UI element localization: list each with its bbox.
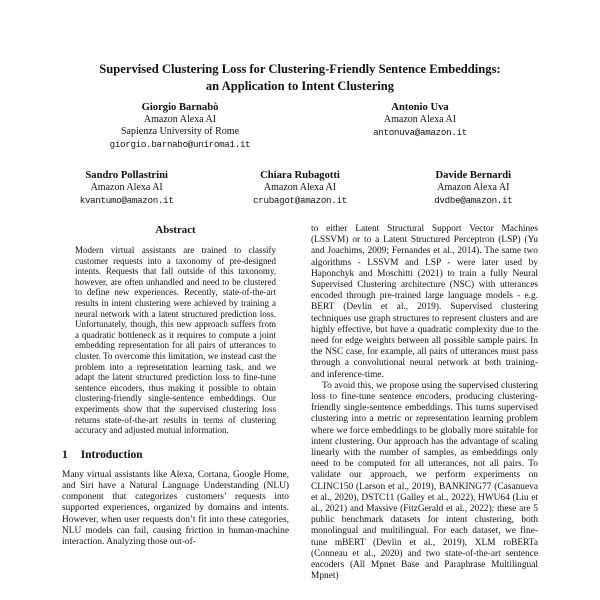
author-block-antonio-uva <box>300 101 540 151</box>
two-column-body <box>62 224 538 583</box>
author-block-giorgio-barnabo <box>60 101 300 151</box>
author-affiliation: Amazon Alexa AI <box>263 182 337 193</box>
author-email: antonuva@amazon.it <box>373 127 467 139</box>
section-number: 1 <box>62 448 68 461</box>
abstract-heading: Abstract <box>155 224 196 236</box>
author-email: dvdbe@amazon.it <box>434 195 513 207</box>
paper-title-line2: an Application to Intent Clustering <box>205 78 395 93</box>
paper-title <box>30 61 570 94</box>
left-column <box>62 224 289 583</box>
author-block-sandro-pollastrini <box>40 169 213 207</box>
authors-row-2 <box>40 169 560 207</box>
author-email: crubagot@amazon.it <box>253 195 347 207</box>
author-affiliation: Amazon Alexa AI <box>383 114 457 125</box>
author-name: Antonio Uva <box>391 102 449 113</box>
author-email: giorgio.barnabo@uniroma1.it <box>109 139 251 151</box>
abstract-text: Modern virtual assistants are trained to classify customer requests into a taxonomy of pre-designed intents. Requests that fall outside of this taxonomy, however, are often unhandled and need to be clustered to define new experiences. Recently, state-of-the-art results in intent clustering were achieved by training a neural network with a latent structured prediction loss. Unfortunately, though, this new approach suffers from a quadratic bottleneck as it requires to compute a joint embedding representation for all pairs of utterances to cluster. To overcome this limitation, we instead cast the problem into a representation learning task, and we adapt the latent structured prediction loss to fine-tune sentence encoders, thus making it possible to obtain clustering-friendly single-sentence embeddings. Our experiments show that the supervised clustering loss returns state-of-the-art results in terms of clustering accuracy and adjusted mutual information. <box>75 245 276 436</box>
author-block-chiara-rubagotti <box>213 169 386 207</box>
author-email: kvantumo@amazon.it <box>79 195 174 207</box>
authors-row-1 <box>60 101 540 151</box>
introduction-text: Many virtual assistants like Alexa, Cortana, Google Home, and Siri have a Natural Language Understanding (NLU) component that categorizes customers’ requests into supported experiences, organized by domains and intents. However, when user requests don’t fit into these categories, NLU models can fail, causing friction in human-machine interaction. Analyzing those out-of- <box>62 469 289 547</box>
author-name: Chiara Rubagotti <box>260 170 340 181</box>
author-affiliation: Amazon Alexa AI <box>90 182 163 193</box>
right-column <box>311 224 538 583</box>
author-name: Sandro Pollastrini <box>85 170 168 181</box>
author-name: Davide Bernardi <box>435 170 512 181</box>
author-affiliation: Sapienza University of Rome <box>120 126 240 138</box>
section-title: Introduction <box>80 448 143 461</box>
author-affiliation: Amazon Alexa AI <box>143 114 217 125</box>
section-heading-introduction <box>62 449 289 462</box>
right-column-paragraph-2: To avoid this, we propose using the supervised clustering loss to fine-tune sentence encoders, producing clustering-friendly single-sentence embeddings. This turns supervised clustering into a metric or representation learning problem where we force embeddings to be globally more suitable for intent clustering. Our approach has the advantage of scaling linearly with the number of samples, as embeddings only need to be computed for all utterances, not all pairs. To validate our approach, we perform experiments on CLINC150 (Larson et al., 2019), BANKING77 (Casanueva et al., 2020), DSTC11 (Galley et al., 2022), HWU64 (Liu et al., 2021) and Massive (FitzGerald et al., 2022): these are 5 public benchmark datasets for intent clustering, both monolingual and multilingual. For each dataset, we fine-tune mBERT (Devlin et al., 2019), XLM roBERTa (Conneau et al., 2020) and two state-of-the-art sentence encoders (All Mpnet Base and Paraphrase Multilingual Mpnet) <box>311 380 538 582</box>
author-name: Giorgio Barnabò <box>141 102 219 113</box>
right-column-paragraph-1: to either Latent Structural Support Vector Machines (LSSVM) or to a Latent Structured Perceptron (LSP) (Yu and Joachims, 2009; Fernandes et al., 2014). The same two algorithms - LSSVM and LSP - were later used by Haponchyk and Moschitti (2021) to train a fully Neural Supervised Clustering architecture (NSC) with utterances encoded through pre-trained large language models - e.g. BERT (Devlin et al., 2019). Supervised clustering techniques use graph structures to represent clusters and are highly effective, but have a quadratic complexity due to the need for edge weights between all possible sample pairs. In the NSC case, for example, all pairs of utterances must pass through a convolutional neural network at both training- and inference-time. <box>311 224 538 380</box>
author-block-davide-bernardi <box>387 169 560 207</box>
paper-title-line1: Supervised Clustering Loss for Clustering-Friendly Sentence Embeddings: <box>99 62 501 76</box>
author-affiliation: Amazon Alexa AI <box>437 182 510 193</box>
